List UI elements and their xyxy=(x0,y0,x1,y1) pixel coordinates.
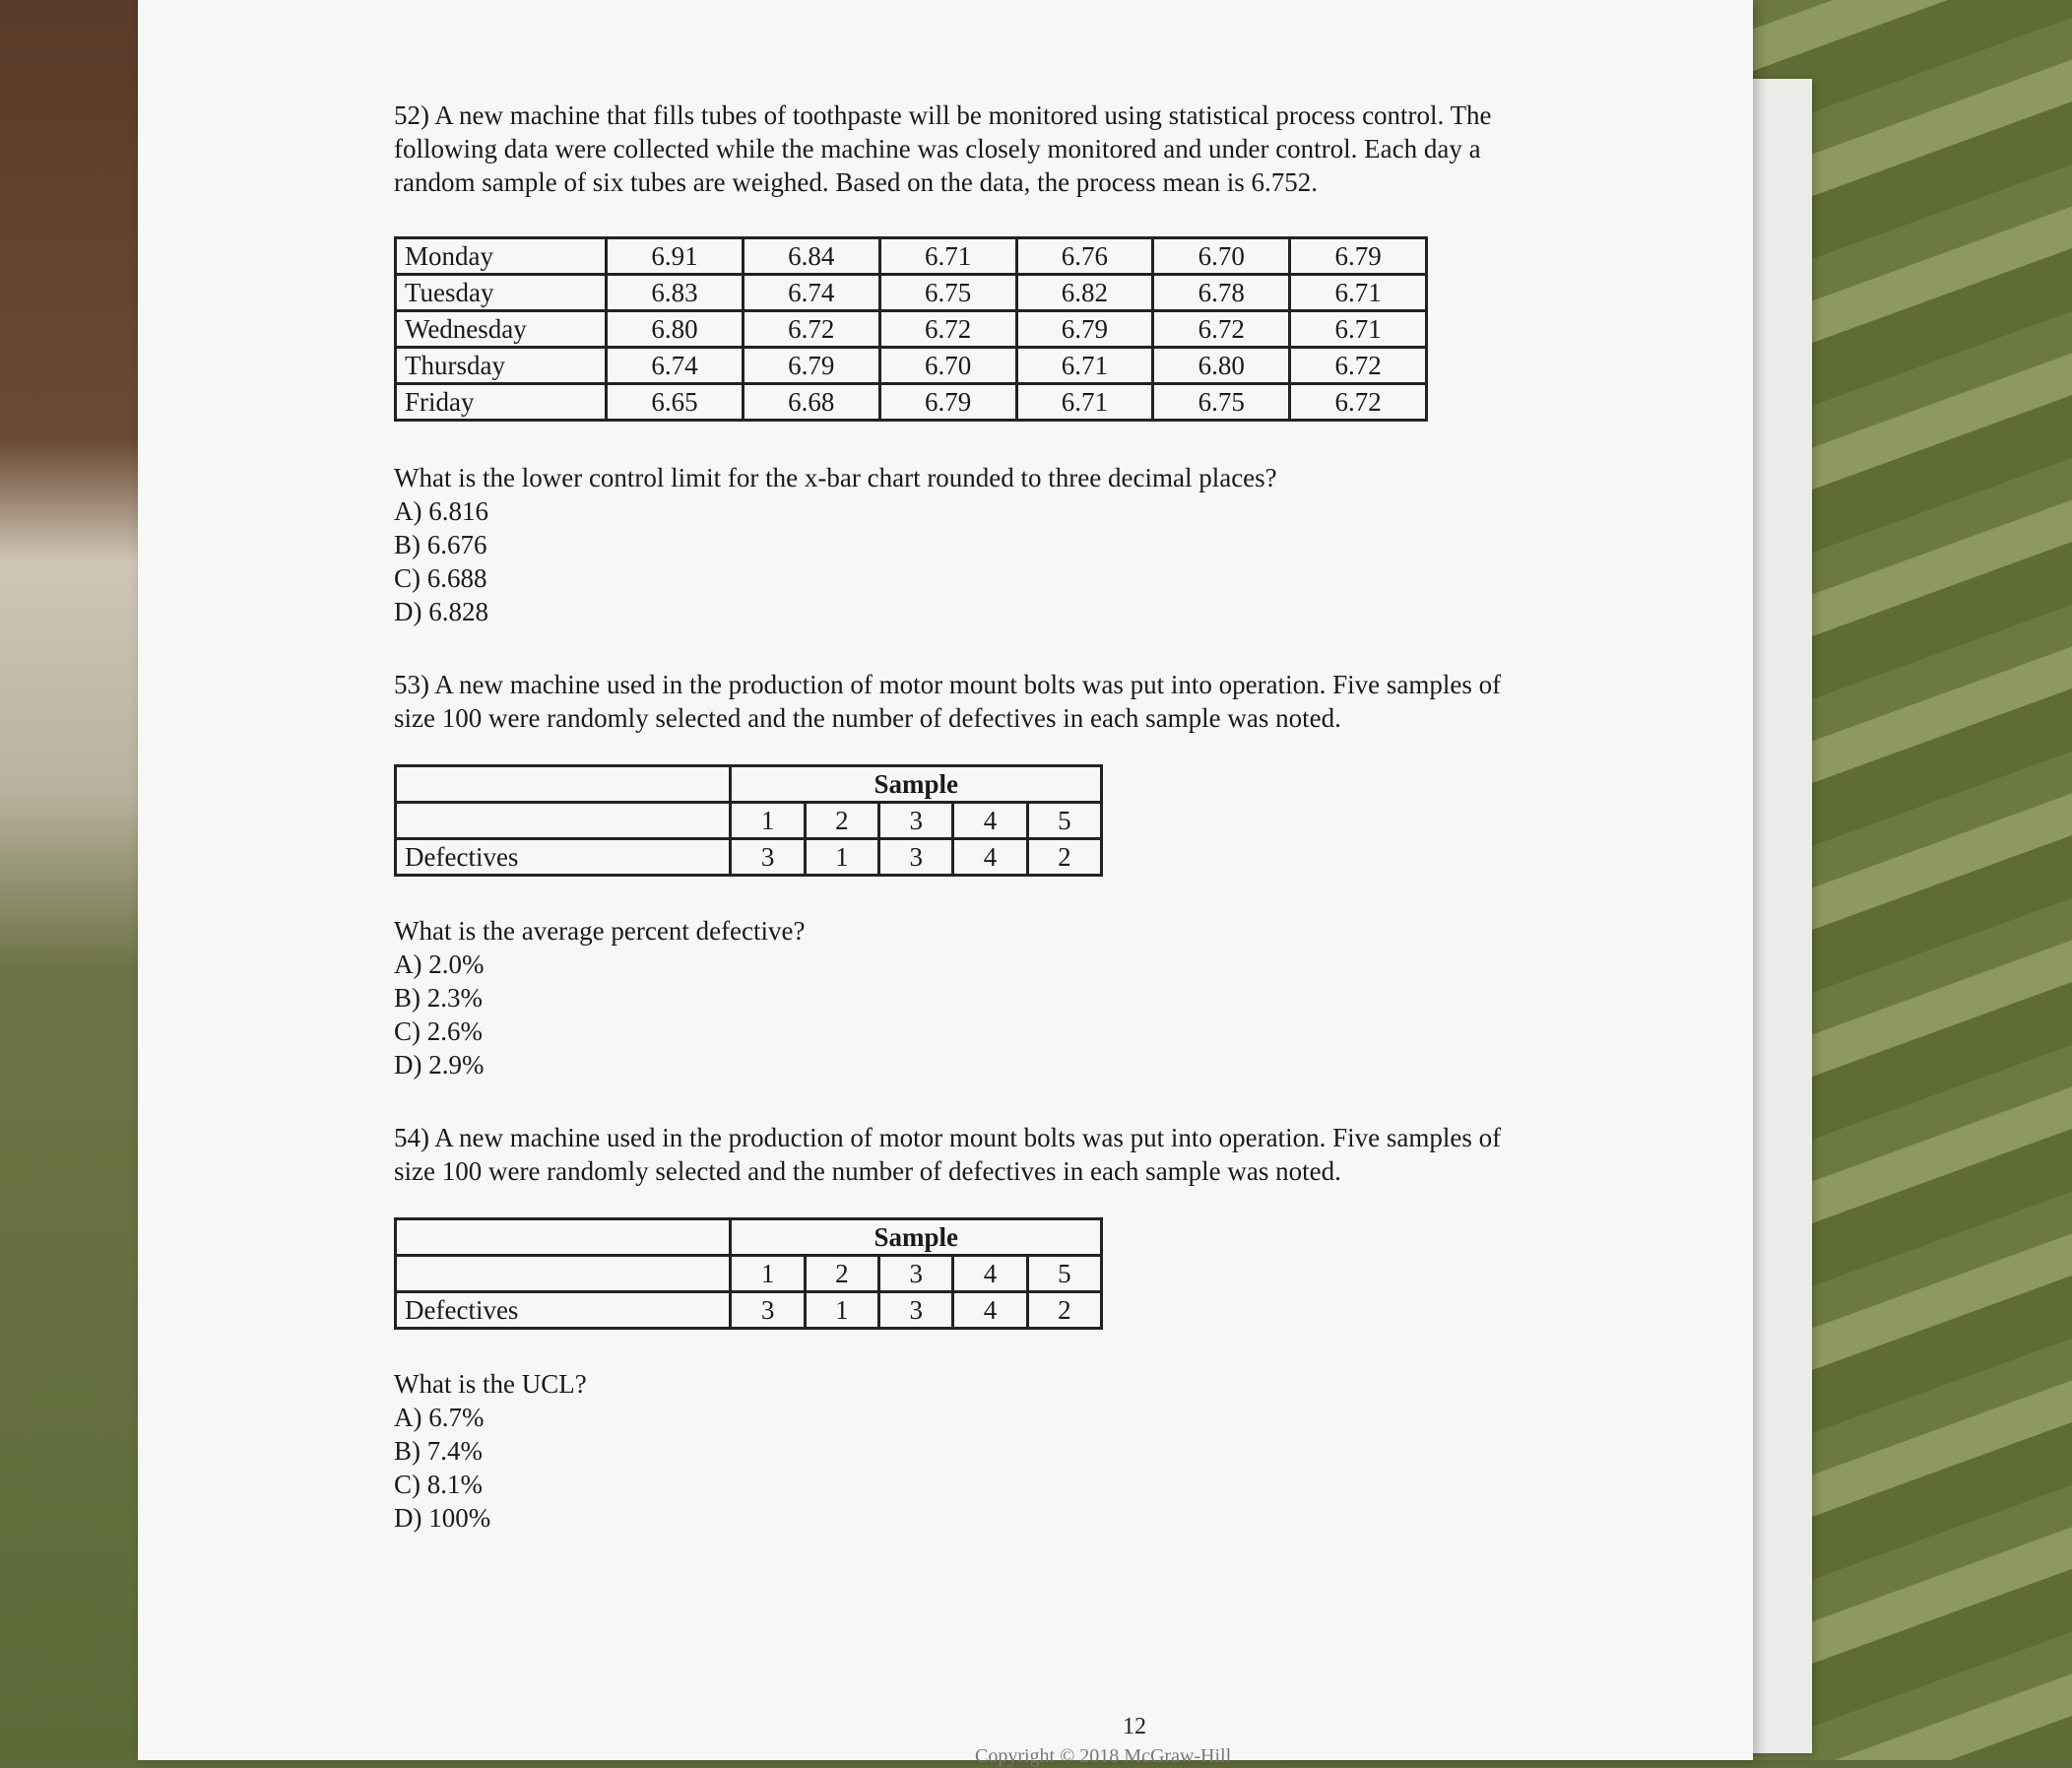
defectives-table-53 xyxy=(394,764,1103,877)
defectives-value: 3 xyxy=(731,839,805,876)
weight-value: 6.72 xyxy=(879,311,1016,348)
sample-number: 2 xyxy=(805,1256,878,1292)
weight-value: 6.70 xyxy=(1153,238,1290,275)
table-header-row xyxy=(396,766,1102,803)
weight-value: 6.71 xyxy=(879,238,1016,275)
defectives-table-54 xyxy=(394,1217,1103,1330)
weight-value: 6.79 xyxy=(1290,238,1427,275)
option-b: B) 2.3% xyxy=(394,983,483,1013)
sample-header: Sample xyxy=(731,1219,1102,1256)
option-d: D) 100% xyxy=(394,1503,491,1533)
weight-value: 6.65 xyxy=(607,384,744,421)
empty-cell xyxy=(396,1219,731,1256)
weight-value: 6.79 xyxy=(879,384,1016,421)
question-54 xyxy=(394,1121,1674,1535)
sample-number: 1 xyxy=(731,1256,805,1292)
question-52 xyxy=(394,98,1674,628)
defectives-row xyxy=(396,839,1102,876)
empty-cell xyxy=(396,803,731,839)
defectives-value: 4 xyxy=(953,1292,1027,1329)
weight-value: 6.71 xyxy=(1290,311,1427,348)
question-54-prompt: What is the UCL? xyxy=(394,1369,587,1399)
table-header-row xyxy=(396,1219,1102,1256)
day-label: Friday xyxy=(396,384,607,421)
defectives-value: 3 xyxy=(731,1292,805,1329)
weight-value: 6.75 xyxy=(1153,384,1290,421)
option-b: B) 6.676 xyxy=(394,530,487,559)
sample-number: 2 xyxy=(805,803,878,839)
weight-value: 6.72 xyxy=(1153,311,1290,348)
question-52-prompt: What is the lower control limit for the x-bar chart rounded to three decimal places? xyxy=(394,463,1277,492)
weight-value: 6.82 xyxy=(1016,275,1153,311)
defectives-row xyxy=(396,1292,1102,1329)
defectives-value: 1 xyxy=(805,1292,878,1329)
question-53 xyxy=(394,668,1674,1081)
sample-number: 4 xyxy=(953,1256,1027,1292)
copyright-footer: Copyright © 2018 McGraw-Hill xyxy=(975,1745,1232,1767)
day-label: Monday xyxy=(396,238,607,275)
option-b: B) 7.4% xyxy=(394,1436,483,1466)
defectives-label: Defectives xyxy=(396,839,731,876)
weight-value: 6.79 xyxy=(1016,311,1153,348)
spacer xyxy=(394,628,1674,668)
weight-value: 6.71 xyxy=(1016,384,1153,421)
question-54-text: 54) A new machine used in the production of motor mount bolts was put into operation. Five samples of size 100 were randomly selected and the number of defectives in each sample was noted. xyxy=(394,1123,1502,1186)
question-53-prompt: What is the average percent defective? xyxy=(394,916,806,946)
question-54-options xyxy=(394,1401,1674,1535)
day-label: Thursday xyxy=(396,348,607,384)
weight-value: 6.70 xyxy=(879,348,1016,384)
document-page xyxy=(138,0,1753,1767)
option-a: A) 2.0% xyxy=(394,949,485,979)
weight-value: 6.91 xyxy=(607,238,744,275)
weight-value: 6.74 xyxy=(607,348,744,384)
weight-value: 6.72 xyxy=(743,311,879,348)
daily-weights-body xyxy=(396,238,1427,421)
defectives-value: 1 xyxy=(805,839,878,876)
weight-value: 6.84 xyxy=(743,238,879,275)
day-label: Wednesday xyxy=(396,311,607,348)
weight-value: 6.80 xyxy=(607,311,744,348)
weight-value: 6.68 xyxy=(743,384,879,421)
weight-value: 6.71 xyxy=(1290,275,1427,311)
weight-value: 6.79 xyxy=(743,348,879,384)
option-a: A) 6.7% xyxy=(394,1403,485,1432)
table-row xyxy=(396,384,1427,421)
daily-weights-table xyxy=(394,236,1428,422)
option-c: C) 6.688 xyxy=(394,563,487,593)
empty-cell xyxy=(396,766,731,803)
empty-cell xyxy=(396,1256,731,1292)
option-c: C) 2.6% xyxy=(394,1016,483,1046)
sample-number: 3 xyxy=(879,1256,953,1292)
option-d: D) 6.828 xyxy=(394,597,488,626)
sample-number: 1 xyxy=(731,803,805,839)
weight-value: 6.74 xyxy=(743,275,879,311)
table-row xyxy=(396,311,1427,348)
question-52-options xyxy=(394,494,1674,628)
table-row xyxy=(396,275,1427,311)
weight-value: 6.83 xyxy=(607,275,744,311)
sample-header: Sample xyxy=(731,766,1102,803)
weight-value: 6.76 xyxy=(1016,238,1153,275)
defectives-value: 2 xyxy=(1027,839,1101,876)
page-number: 12 xyxy=(1123,1714,1146,1739)
sample-number: 4 xyxy=(953,803,1027,839)
defectives-value: 4 xyxy=(953,839,1027,876)
weight-value: 6.72 xyxy=(1290,384,1427,421)
weight-value: 6.80 xyxy=(1153,348,1290,384)
sample-number: 5 xyxy=(1027,1256,1101,1292)
sample-number: 3 xyxy=(879,803,953,839)
day-label: Tuesday xyxy=(396,275,607,311)
weight-value: 6.78 xyxy=(1153,275,1290,311)
defectives-value: 2 xyxy=(1027,1292,1101,1329)
option-a: A) 6.816 xyxy=(394,496,488,526)
sample-number-row xyxy=(396,1256,1102,1292)
question-53-text: 53) A new machine used in the production of motor mount bolts was put into operation. Five samples of size 100 were randomly selected and the number of defectives in each sample was noted. xyxy=(394,670,1502,733)
spacer xyxy=(394,1081,1674,1121)
question-52-text: 52) A new machine that fills tubes of toothpaste will be monitored using statistical process control. The following data were collected while the machine was closely monitored and under control. Each day a random sample of six tubes are weighed. Based on the data, the process mean is 6.752. xyxy=(394,100,1492,197)
question-53-options xyxy=(394,948,1674,1081)
page-content xyxy=(394,98,1674,1535)
weight-value: 6.72 xyxy=(1290,348,1427,384)
defectives-label: Defectives xyxy=(396,1292,731,1329)
weight-value: 6.75 xyxy=(879,275,1016,311)
sample-number: 5 xyxy=(1027,803,1101,839)
table-row xyxy=(396,348,1427,384)
defectives-value: 3 xyxy=(879,839,953,876)
weight-value: 6.71 xyxy=(1016,348,1153,384)
sample-number-row xyxy=(396,803,1102,839)
table-row xyxy=(396,238,1427,275)
defectives-value: 3 xyxy=(879,1292,953,1329)
option-d: D) 2.9% xyxy=(394,1050,485,1080)
option-c: C) 8.1% xyxy=(394,1470,483,1499)
